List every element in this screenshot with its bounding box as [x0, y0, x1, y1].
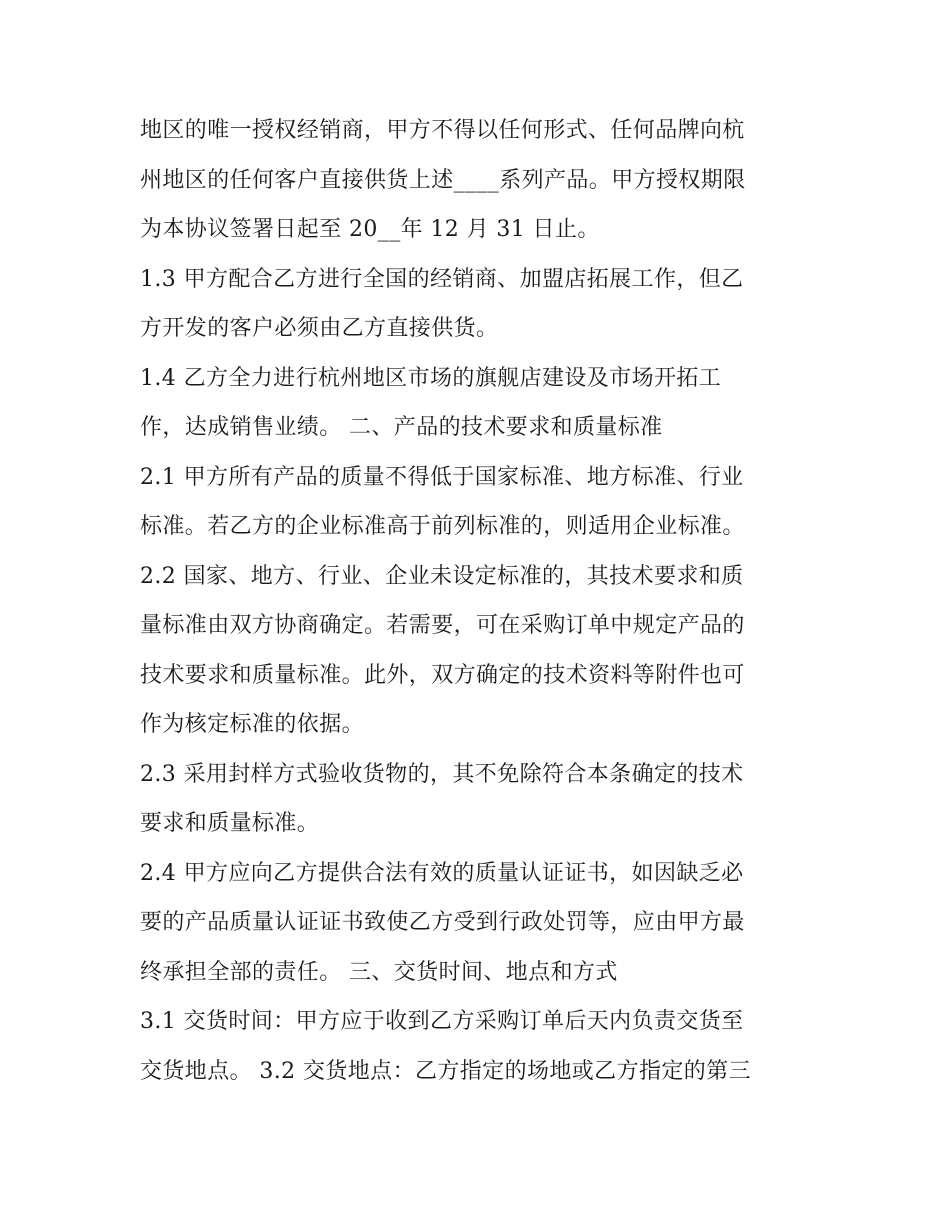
clause-2-2: 2.2 国家、地方、行业、企业未设定标准的，其技术要求和质 [140, 563, 744, 589]
clause-1-4: 1.4 乙方全力进行杭州地区市场的旗舰店建设及市场开拓工 [140, 365, 722, 391]
text-line: 终承担全部的责任。 三、交货时间、地点和方式 [140, 959, 618, 985]
text-line: 作，达成销售业绩。 二、产品的技术要求和质量标准 [140, 415, 663, 440]
text-line: 作为核定标准的依据。 [140, 712, 365, 737]
text-line: 方开发的客户必须由乙方直接供货。 [140, 316, 499, 341]
text-line: 标准。若乙方的企业标准高于前列标准的，则适用企业标准。 [140, 514, 745, 539]
text-line: 交货地点。 3.2 交货地点：乙方指定的场地或乙方指定的第三 [140, 1058, 751, 1084]
contract-text [140, 106, 820, 1096]
text-line: 要的产品质量认证证书致使乙方受到行政处罚等，应由甲方最 [140, 910, 745, 935]
clause-2-3: 2.3 采用封样方式验收货物的，其不免除符合本条确定的技术 [140, 761, 744, 787]
text-line: 量标准由双方协商确定。若需要，可在采购订单中规定产品的 [140, 613, 745, 638]
clause-1-3: 1.3 甲方配合乙方进行全国的经销商、加盟店拓展工作，但乙 [140, 266, 744, 292]
text-line: 要求和质量标准。 [140, 811, 320, 836]
clause-2-4: 2.4 甲方应向乙方提供合法有效的质量认证证书，如因缺乏必 [140, 860, 744, 886]
clause-2-1: 2.1 甲方所有产品的质量不得低于国家标准、地方标准、行业 [140, 464, 744, 490]
text-line: 为本协议签署日起至 20__年 12 月 31 日止。 [140, 217, 600, 242]
text-line: 地区的唯一授权经销商，甲方不得以任何形式、任何品牌向杭 [140, 118, 745, 143]
text-line: 州地区的任何客户直接供货上述____系列产品。甲方授权期限 [140, 167, 746, 193]
clause-3-1: 3.1 交货时间：甲方应于收到乙方采购订单后天内负责交货至 [140, 1009, 744, 1034]
text-line: 技术要求和质量标准。此外，双方确定的技术资料等附件也可 [140, 662, 745, 688]
